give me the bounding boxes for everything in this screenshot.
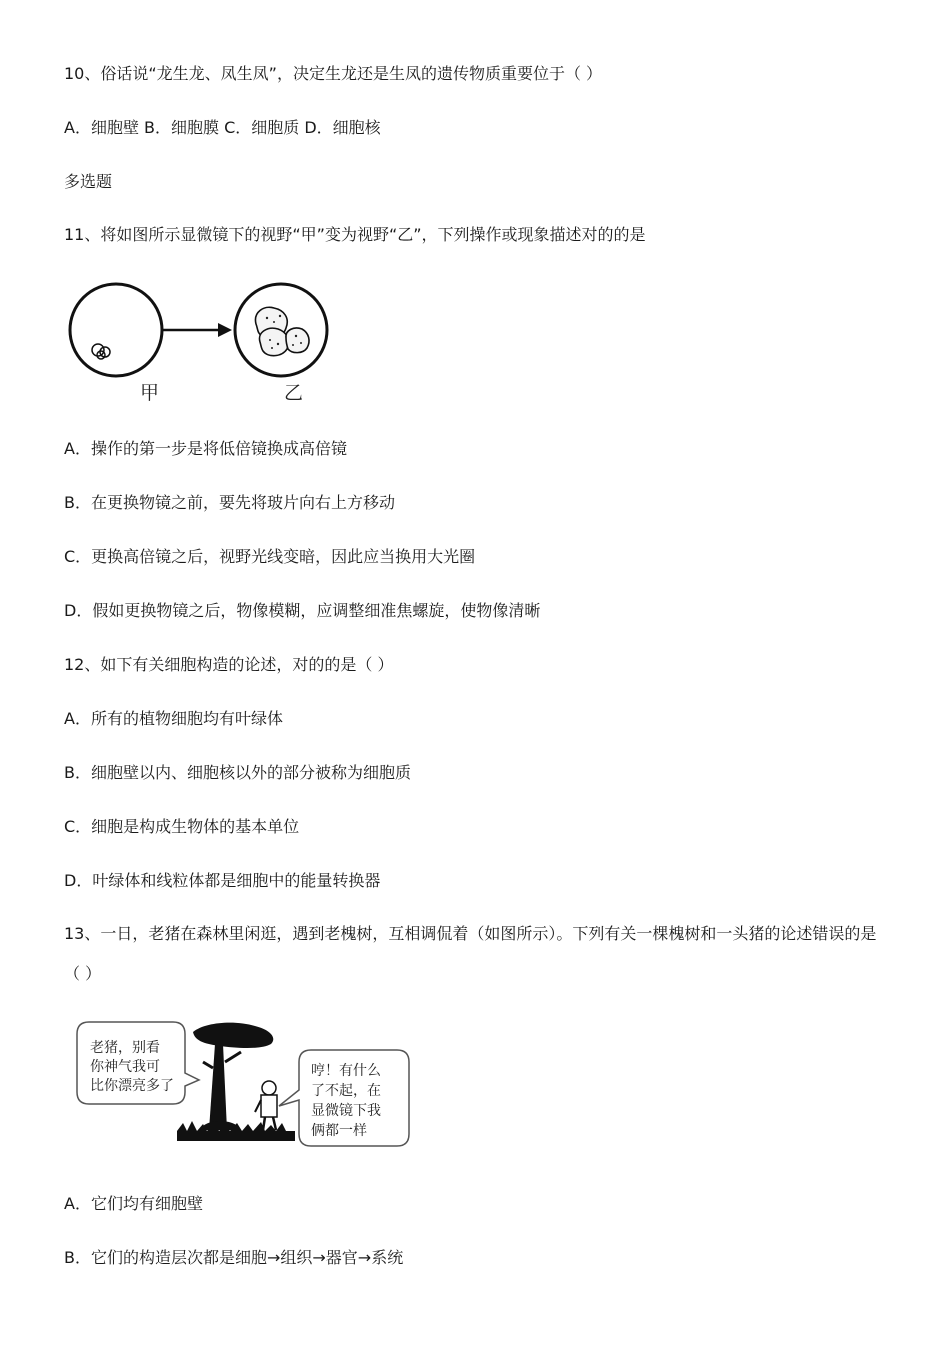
field-jia-label: 甲 xyxy=(140,382,160,404)
q13-option-b: B．它们的构造层次都是细胞→组织→器官→系统 xyxy=(64,1248,404,1267)
field-yi-label: 乙 xyxy=(284,382,304,404)
bubble-right-text-2: 了不起，在 xyxy=(311,1083,381,1099)
q11-option-a: A．操作的第一步是将低倍镜换成高倍镜 xyxy=(64,439,347,458)
field-jia-cells xyxy=(92,344,110,359)
q11-stem: 11、将如图所示显微镜下的视野“甲”变为视野“乙”，下列操作或现象描述对的的是 xyxy=(64,225,646,244)
q12-option-d: D．叶绿体和线粒体都是细胞中的能量转换器 xyxy=(64,871,381,890)
q12-stem: 12、如下有关细胞构造的论述，对的的是（ ） xyxy=(64,655,394,674)
q10-options: A．细胞壁 B．细胞膜 C．细胞质 D．细胞核 xyxy=(64,118,381,137)
microscope-field-figure xyxy=(60,280,350,410)
tree-pig-cartoon xyxy=(75,1018,415,1150)
arrow-head-icon xyxy=(218,323,232,337)
q12-option-a: A．所有的植物细胞均有叶绿体 xyxy=(64,709,283,728)
field-yi-cells xyxy=(255,307,309,355)
section-label: 多选题 xyxy=(64,172,113,191)
q11-option-b: B．在更换物镜之前，要先将玻片向右上方移动 xyxy=(64,493,395,512)
q12-option-b: B．细胞壁以内、细胞核以外的部分被称为细胞质 xyxy=(64,763,411,782)
bubble-right-text-3: 显微镜下我 xyxy=(311,1103,381,1119)
field-jia-circle xyxy=(70,284,162,376)
q12-option-c: C．细胞是构成生物体的基本单位 xyxy=(64,817,300,836)
bubble-left-text-3: 比你漂亮多了 xyxy=(90,1078,174,1094)
q11-option-c: C．更换高倍镜之后，视野光线变暗，因此应当换用大光圈 xyxy=(64,547,476,566)
ground xyxy=(177,1131,295,1141)
q13-option-a: A．它们均有细胞壁 xyxy=(64,1194,203,1213)
q13-stem: 13、一日，老猪在森林里闲逛，遇到老槐树，互相调侃着（如图所示）。下列有关一棵槐树和一头猪的论述错误的是（ ） xyxy=(64,924,877,983)
q11-option-d: D．假如更换物镜之后，物像模糊，应调整细准焦螺旋，使物像清晰 xyxy=(64,601,541,620)
bubble-left-text-2: 你神气我可 xyxy=(90,1059,160,1075)
pig-illustration xyxy=(255,1081,277,1130)
q10-stem: 10、俗话说“龙生龙、凤生凤”，决定生龙还是生凤的遗传物质重要位于（ ） xyxy=(64,64,603,83)
bubble-right-text-4: 俩都一样 xyxy=(311,1123,367,1139)
bubble-left-text-1: 老猪，别看 xyxy=(90,1040,160,1056)
bubble-right-text-1: 哼！有什么 xyxy=(311,1063,381,1079)
